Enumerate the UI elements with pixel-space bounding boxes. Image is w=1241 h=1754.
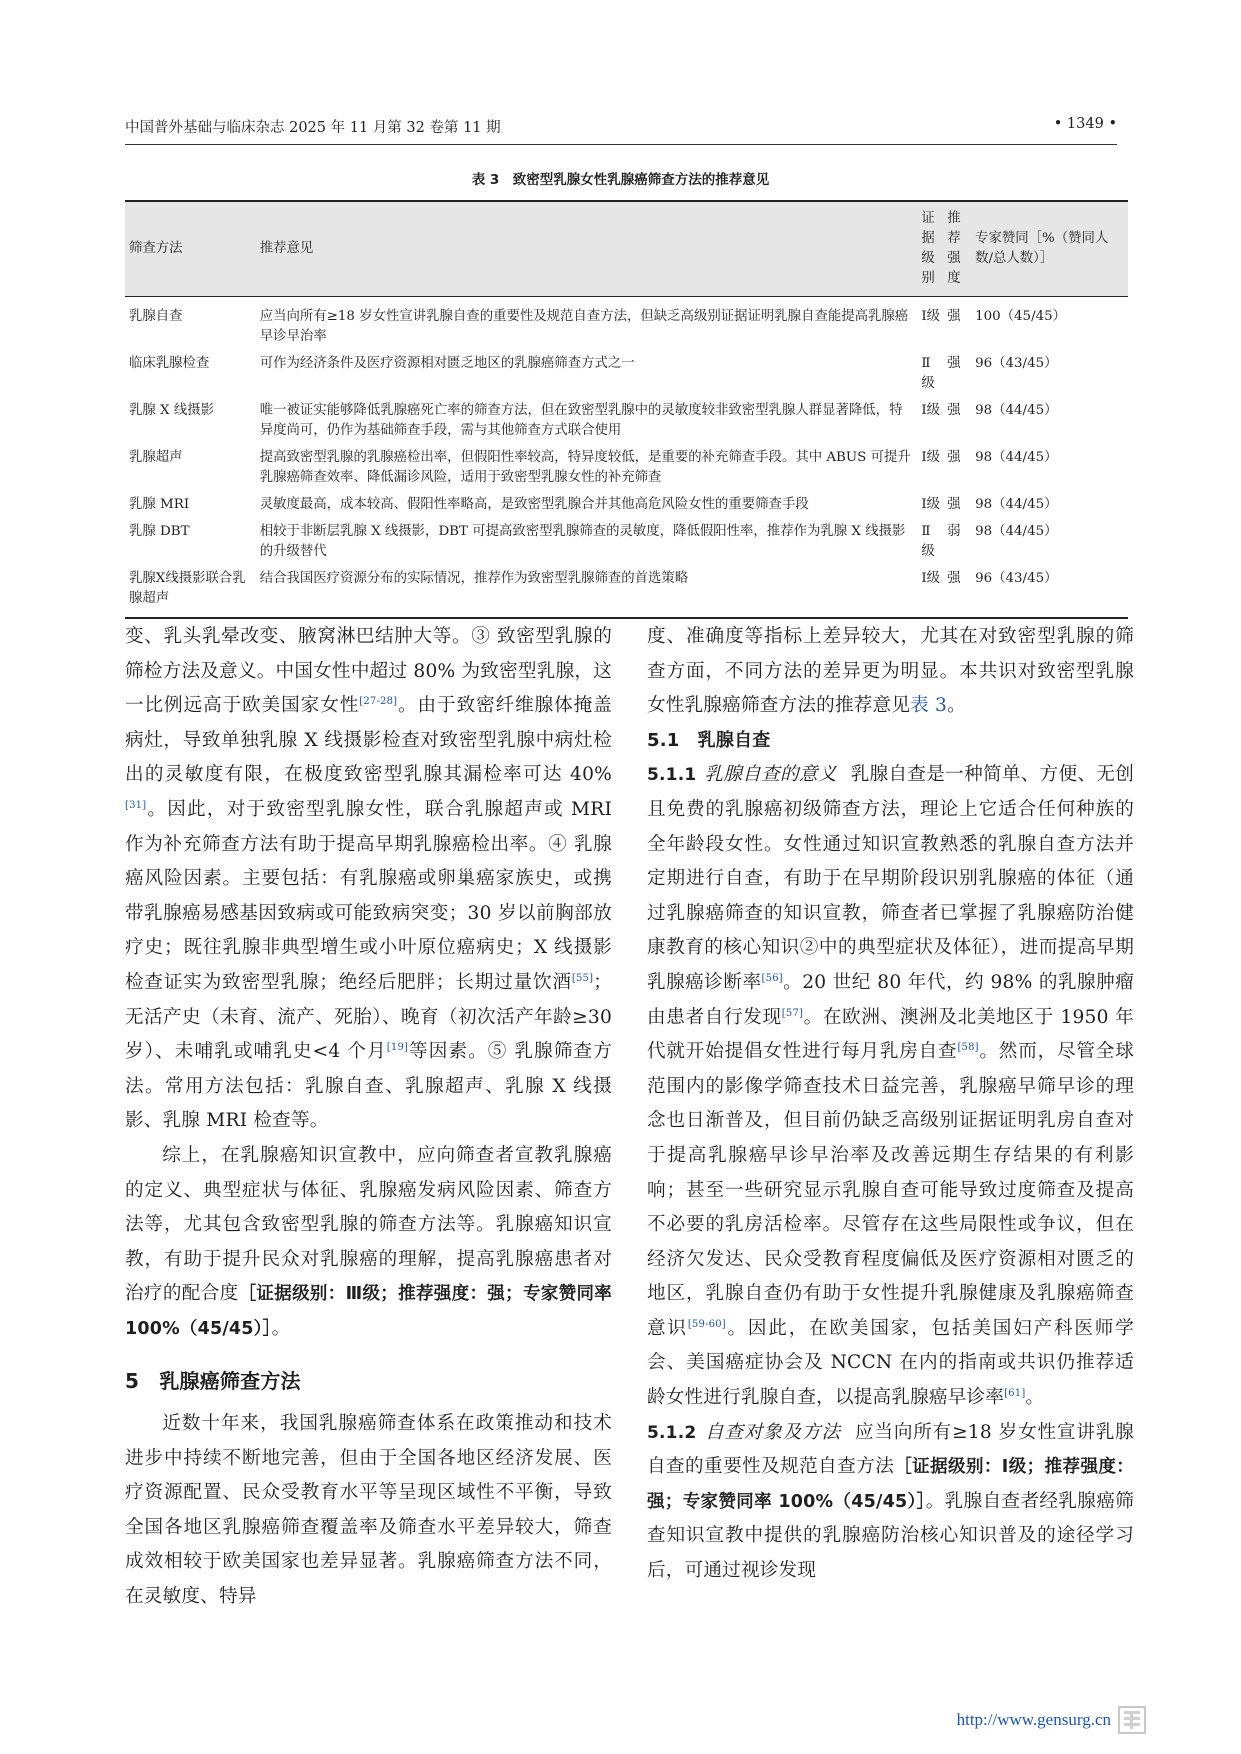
cell-method: 乳腺 X 线摄影 xyxy=(129,403,214,418)
cell-level: Ⅱ级 xyxy=(921,524,935,559)
header-agree: 专家赞同［%（赞同人数/总人数）］ xyxy=(971,201,1128,297)
paragraph: 5.1.1 乳腺自查的意义 乳腺自查是一种简单、方便、无创且免费的乳腺癌初级筛查方法，理论上它适合任何种族的全年龄段女性。女性通过知识宣教熟悉的乳腺自查方法并定期进行自查，有助于在早期阶段识别乳腺癌的体征（通过乳腺癌筛查的知识宣教，筛查者已掌握了乳腺癌防治健康教育的核心知识②中的典型症状及体征），进而提高早期乳腺癌诊断率[56]。20 世纪 80 年代，约 98% 的乳腺肿瘤由患者自行发现[57]。在欧洲、澳洲及北美地区于 1950 年代就开始提倡女性进行每月乳房自查[58]。然而，尽管全球范围内的影像学筛查技术日益完善，乳腺癌早筛早诊的理念也日渐普及，但目前仍缺乏高级别证据证明乳房自查对于提高乳腺癌早诊早治率及改善远期生存结果的有利影响；甚至一些研究显示乳腺自查可能导致过度筛查及提高不必要的乳房活检率。尽管存在这些局限性或争议，但在经济欠发达、民众受教育程度偏低及医疗资源相对匮乏的地区，乳腺自查仍有助于女性提升乳腺健康及乳腺癌筛查意识[59-60]。因此，在欧美国家，包括美国妇产科医师学会、美国癌症协会及 NCCN 在内的指南或共识仍推荐适龄女性进行乳腺自查，以提高乳腺癌早诊率[61]。 xyxy=(647,764,1135,1409)
recommendation-table xyxy=(125,200,1128,619)
paragraph: 近数十年来，我国乳腺癌筛查体系在政策推动和技术进步中持续不断地完善，但由于全国各地区经济发展、医疗资源配置、民众受教育水平等呈现区域性不平衡，导致全国各地区乳腺癌筛查覆盖率及筛查水平差异较大，筛查成效相较于欧美国家也差异显著。乳腺癌筛查方法不同，在灵敏度、特异 xyxy=(125,1413,612,1608)
cell-agree: 100（45/45） xyxy=(975,309,1067,324)
citation[interactable]: [31] xyxy=(125,799,147,811)
cell-opinion: 灵敏度最高，成本较高、假阳性率略高，是致密型乳腺合并其他高危风险女性的重要筛查手段 xyxy=(259,497,809,512)
citation[interactable]: [58] xyxy=(957,1041,979,1053)
cell-method: 乳腺自查 xyxy=(129,309,183,324)
evidence-statement: ［证据级别：Ⅲ级；推荐强度：强；专家赞同率 100%（45/45）］ xyxy=(125,1284,612,1339)
cell-strength: 强 xyxy=(947,309,961,324)
table-row xyxy=(125,492,1128,519)
table-caption: 表 3 致密型乳腺女性乳腺癌筛查方法的推荐意见 xyxy=(471,172,770,188)
cell-agree: 96（43/45） xyxy=(975,356,1058,371)
table-body xyxy=(125,297,1128,619)
cell-method: 乳腺 DBT xyxy=(129,524,190,539)
right-column xyxy=(647,620,1134,1589)
citation[interactable]: [55] xyxy=(571,972,594,984)
cell-opinion: 相较于非断层乳腺 X 线摄影，DBT 可提高致密型乳腺筛查的灵敏度，降低假阳性率，推荐作为乳腺 X 线摄影的升级替代 xyxy=(259,524,906,559)
page-number: • 1349 • xyxy=(1053,116,1117,132)
paragraph: 5.1.2 自查对象及方法 应当向所有≥18 岁女性宣讲乳腺自查的重要性及规范自查方法［证据级别：Ⅰ级；推荐强度：强；专家赞同率 100%（45/45）］。乳腺自查者经乳腺癌筛查知识宣教中提供的乳腺癌防治核心知识普及的途径学习后，可通过视诊发现 xyxy=(647,1421,1134,1582)
cell-agree: 96（43/45） xyxy=(971,566,1128,618)
cell-opinion: 结合我国医疗资源分布的实际情况，推荐作为致密型乳腺筛查的首选策略 xyxy=(256,566,920,618)
citation[interactable]: [57] xyxy=(781,1007,804,1019)
cell-strength: 强 xyxy=(945,566,971,618)
subsubsection-title: 乳腺自查的意义 xyxy=(704,764,837,786)
cell-method: 乳腺X线摄影联合乳腺超声 xyxy=(125,566,256,618)
cell-strength: 强 xyxy=(947,497,961,512)
section-heading: 5 乳腺癌筛查方法 xyxy=(125,1369,301,1394)
subsection-heading: 5.1 乳腺自查 xyxy=(647,729,771,751)
cell-method: 乳腺超声 xyxy=(129,450,183,465)
footer xyxy=(957,1705,1147,1735)
cell-agree: 98（44/45） xyxy=(975,497,1058,512)
paragraph: 综上，在乳腺癌知识宣教中，应向筛查者宣教乳腺癌的定义、典型症状与体征、乳腺癌发病风险因素、筛查方法等，尤其包含致密型乳腺的筛查方法等。乳腺癌知识宣教，有助于提升民众对乳腺癌的理解，提高乳腺癌患者对治疗的配合度［证据级别：Ⅲ级；推荐强度：强；专家赞同率 100%（45/45）］。 xyxy=(125,1144,612,1339)
cell-level: Ⅰ级 xyxy=(921,450,941,465)
table-row xyxy=(125,445,1128,492)
table-row xyxy=(125,351,1128,398)
citation[interactable]: [56] xyxy=(761,972,783,984)
cell-strength: 强 xyxy=(947,403,961,418)
cell-level: Ⅰ级 xyxy=(921,403,941,418)
cell-strength: 弱 xyxy=(947,524,961,539)
table-row xyxy=(125,566,1128,618)
cell-method: 临床乳腺检查 xyxy=(129,356,210,371)
cell-agree: 98（44/45） xyxy=(975,403,1058,418)
running-head xyxy=(125,116,1117,145)
cell-opinion: 应当向所有≥18 岁女性宣讲乳腺自查的重要性及规范自查方法，但缺乏高级别证据证明乳腺自查能提高乳腺癌早诊早治率 xyxy=(259,309,909,344)
cell-opinion: 唯一被证实能够降低乳腺癌死亡率的筛查方法，但在致密型乳腺中的灵敏度较非致密型乳腺人群显著降低，特异度尚可，仍作为基础筛查手段，需与其他筛查方式联合使用 xyxy=(259,403,903,438)
table-row xyxy=(125,297,1128,352)
citation[interactable]: [61] xyxy=(1004,1387,1026,1399)
journal-title: 中国普外基础与临床杂志 2025 年 11 月第 32 卷第 11 期 xyxy=(125,120,501,136)
header-opinion: 推荐意见 xyxy=(256,201,920,297)
subsubsection-number: 5.1.1 xyxy=(647,765,697,786)
subsubsection-number: 5.1.2 xyxy=(647,1422,697,1443)
cell-method: 乳腺 MRI xyxy=(129,497,190,512)
cell-opinion: 提高致密型乳腺的乳腺癌检出率，但假阳性率较高，特异度较低，是重要的补充筛查手段。其中 ABUS 可提升乳腺癌筛查效率、降低漏诊风险，适用于致密型乳腺女性的补充筛查 xyxy=(259,450,911,485)
cell-strength: 强 xyxy=(947,450,961,465)
citation[interactable]: [27-28] xyxy=(359,696,398,707)
header-strength: 推荐强度 xyxy=(945,201,971,297)
table-link[interactable]: 表 3 xyxy=(910,695,948,717)
cell-level: Ⅰ级 xyxy=(921,497,941,512)
table-row xyxy=(125,519,1128,566)
cell-level: Ⅰ级 xyxy=(919,566,945,618)
cell-strength: 强 xyxy=(947,356,961,371)
cell-level: Ⅰ级 xyxy=(921,309,941,324)
evidence-statement: ［证据级别：Ⅰ级；推荐强度：强；专家赞同率 100%（45/45）］ xyxy=(647,1457,1134,1512)
header-level: 证据级别 xyxy=(919,201,945,297)
citation[interactable]: [59-60] xyxy=(687,1318,726,1330)
paragraph: 变、乳头乳晕改变、腋窝淋巴结肿大等。③ 致密型乳腺的筛检方法及意义。中国女性中超过 80% 为致密型乳腺，这一比例远高于欧美国家女性[27-28]。由于致密纤维腺体掩盖病灶，导致单独乳腺 X 线摄影检查对致密型乳腺中病灶检出的灵敏度有限，在极度致密型乳腺其漏检率可达 40%[31]。因此，对于致密型乳腺女性，联合乳腺超声或 MRI 作为补充筛查方法有助于提高早期乳腺癌检出率。④ 乳腺癌风险因素。主要包括：有乳腺癌或卵巢癌家族史，或携带乳腺癌易感基因致病或可能致病突变；30 岁以前胸部放疗史；既往乳腺非典型增生或小叶原位癌病史；X 线摄影检查证实为致密型乳腺；绝经后肥胖；长期过量饮酒[55]；无活产史（未育、流产、死胎）、晚育（初次活产年龄≥30 岁）、未哺乳或哺乳史<4 个月[19]等因素。⑤ 乳腺筛查方法。常用方法包括：乳腺自查、乳腺超声、乳腺 X 线摄影、乳腺 MRI 检查等。 xyxy=(125,626,613,1132)
cell-level: Ⅱ级 xyxy=(921,356,935,391)
paragraph: 度、准确度等指标上差异较大，尤其在对致密型乳腺的筛查方面，不同方法的差异更为明显。本共识对致密型乳腺女性乳腺癌筛查方法的推荐意见表 3。 xyxy=(647,626,1134,717)
header-method: 筛查方法 xyxy=(125,201,256,297)
journal-seal-icon xyxy=(1117,1705,1147,1735)
cell-agree: 98（44/45） xyxy=(975,524,1058,539)
website-link[interactable]: http://www.gensurg.cn xyxy=(956,1710,1111,1729)
citation[interactable]: [19] xyxy=(386,1041,409,1053)
cell-opinion: 可作为经济条件及医疗资源相对匮乏地区的乳腺癌筛查方式之一 xyxy=(259,356,635,371)
subsubsection-title: 自查对象及方法 xyxy=(704,1421,841,1443)
cell-agree: 98（44/45） xyxy=(975,450,1058,465)
table-row xyxy=(125,398,1128,445)
left-column xyxy=(125,620,612,1615)
table-header-row xyxy=(125,201,1128,297)
